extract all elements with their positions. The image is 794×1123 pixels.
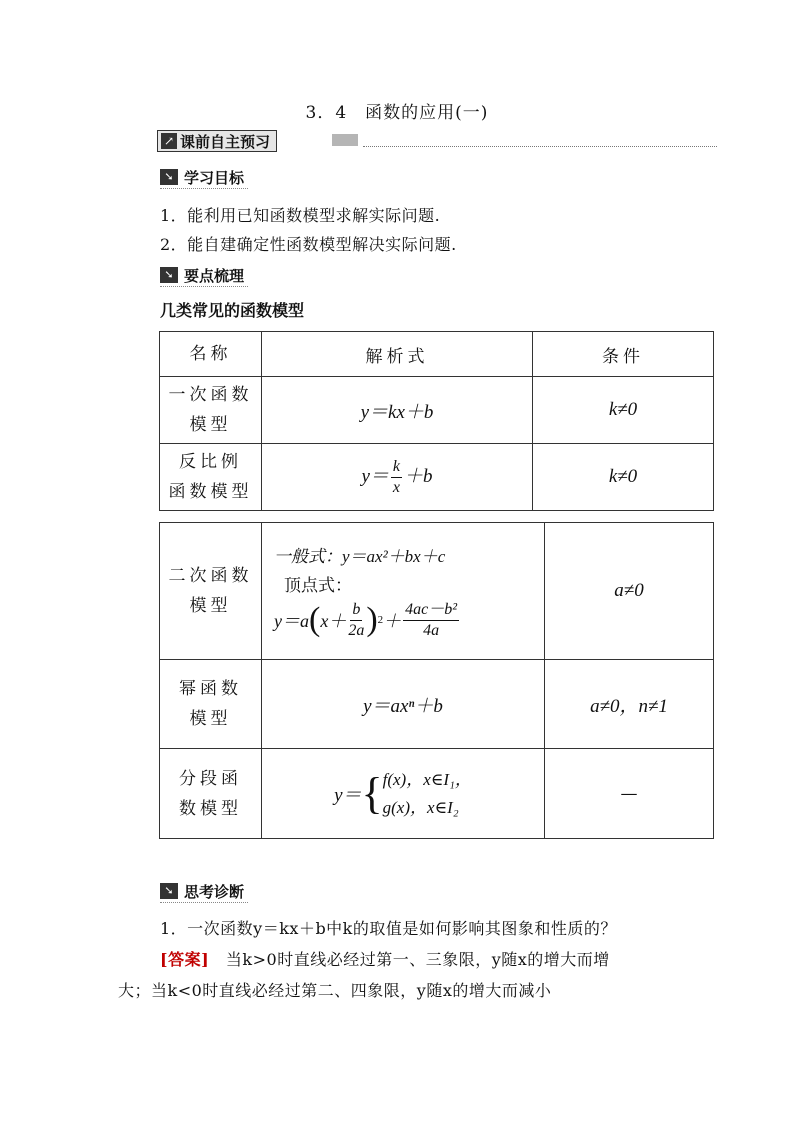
answer-tag: [答案] xyxy=(160,950,210,969)
goal-item-2: 2．能自建确定性函数模型解决实际问题. xyxy=(160,235,457,254)
section-banner xyxy=(157,130,717,152)
model-name: 幂函数 模型 xyxy=(160,660,262,749)
model-formula: y＝ $\frac{k}{x}$ ＋b xyxy=(262,444,533,511)
section-pill xyxy=(157,130,277,152)
points-header-label: 要点梳理 xyxy=(184,266,245,285)
page-title: 3．4 函数的应用(一) xyxy=(305,103,489,123)
model-formula: 一般式：y＝ax²＋bx＋c 顶点式： y＝a ( x＋ $\frac{b}{2a}$ ) 2 ＋ $\frac{\text{4ac－b²}}{4a}$ xyxy=(262,523,545,660)
think-question: 1．一次函数y＝kx＋b中k的取值是如何影响其图象和性质的？ xyxy=(160,919,617,938)
section-label: 课前自主预习 xyxy=(180,132,271,151)
table-row xyxy=(160,377,714,444)
model-condition: a≠0，n≠1 xyxy=(545,660,714,749)
table-row xyxy=(160,523,714,660)
think-answer-line2: 大；当k<0时直线必经过第二、四象限，y随x的增大而减小 xyxy=(118,981,552,1000)
header-condition: 条件 xyxy=(533,332,714,377)
model-name: 一次函数 模型 xyxy=(160,377,262,444)
header-name: 名称 xyxy=(160,332,262,377)
think-header xyxy=(160,880,248,903)
points-header xyxy=(160,264,248,287)
think-header-label: 思考诊断 xyxy=(184,882,245,901)
models-heading: 几类常见的函数模型 xyxy=(160,301,305,320)
table-row xyxy=(160,660,714,749)
think-answer-line1 xyxy=(160,947,610,970)
model-name: 二次函数 模型 xyxy=(160,523,262,660)
goal-item-1: 1．能利用已知函数模型求解实际问题. xyxy=(160,206,441,225)
model-formula: y＝ { f(x)，x∈I₁， g(x)，x∈I₂ xyxy=(262,749,545,839)
arrow-icon: ➘ xyxy=(160,267,178,283)
model-condition: — xyxy=(545,749,714,839)
arrow-icon: ➘ xyxy=(160,883,178,899)
table-row xyxy=(160,749,714,839)
goals-header-label: 学习目标 xyxy=(184,168,245,187)
model-formula: y＝kx＋b xyxy=(262,377,533,444)
answer-text-1: 当k>0时直线必经过第一、三象限，y随x的增大而增 xyxy=(225,950,610,969)
table-header-row xyxy=(160,332,714,377)
models-table-2 xyxy=(159,522,714,839)
model-condition: a≠0 xyxy=(545,523,714,660)
model-name: 分段函 数模型 xyxy=(160,749,262,839)
arrow-icon: ➘ xyxy=(160,169,178,185)
section-gray-block xyxy=(332,134,358,146)
model-formula: y＝axⁿ＋b xyxy=(262,660,545,749)
arrow-box-icon: ↗ xyxy=(161,133,177,149)
header-formula: 解析式 xyxy=(262,332,533,377)
table-row xyxy=(160,444,714,511)
model-condition: k≠0 xyxy=(533,444,714,511)
goals-header xyxy=(160,166,248,189)
section-divider xyxy=(363,146,717,147)
models-table-1 xyxy=(159,331,714,511)
model-condition: k≠0 xyxy=(533,377,714,444)
model-name: 反比例 函数模型 xyxy=(160,444,262,511)
